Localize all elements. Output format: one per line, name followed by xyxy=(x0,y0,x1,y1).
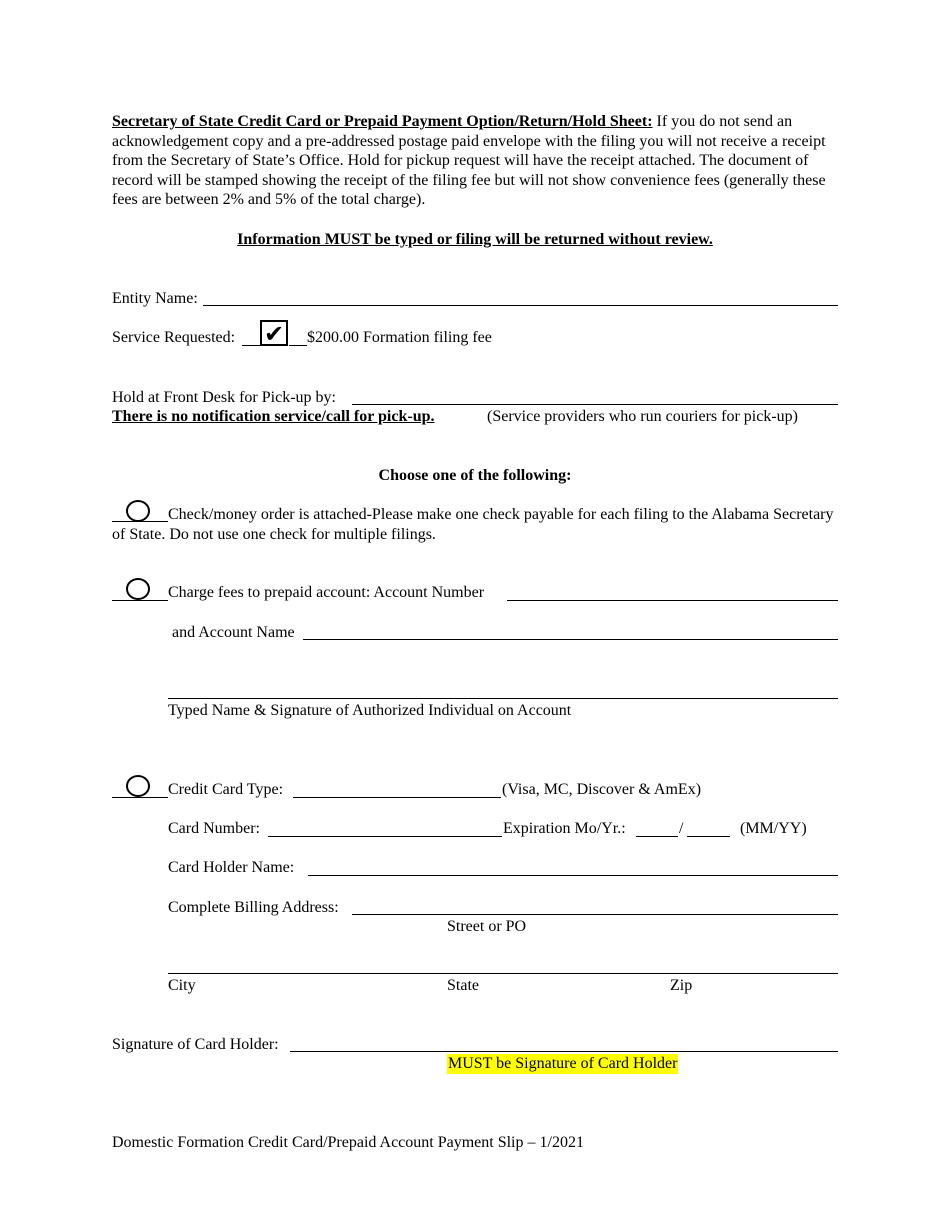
card-holder-name-label: Card Holder Name: xyxy=(168,859,295,876)
account-name-field[interactable] xyxy=(303,639,838,640)
billing-address-label: Complete Billing Address: xyxy=(168,899,339,916)
service-blank-right xyxy=(289,345,307,346)
card-type-note: (Visa, MC, Discover & AmEx) xyxy=(502,781,702,798)
account-number-label: Charge fees to prepaid account: Account Number xyxy=(168,584,485,601)
entity-name-label: Entity Name: xyxy=(112,290,198,307)
account-number-field[interactable] xyxy=(507,600,838,601)
zip-caption: Zip xyxy=(670,977,693,994)
expiration-month-field[interactable] xyxy=(636,836,678,837)
street-caption: Street or PO xyxy=(447,918,527,935)
check-option-text: Check/money order is attached-Please make one check payable for each filing to the Alabama Secretary of State. Do not use one check for multiple filings. xyxy=(112,506,834,543)
formation-fee-label: $200.00 Formation filing fee xyxy=(307,329,492,346)
expiration-separator: / xyxy=(679,820,684,837)
city-caption: City xyxy=(168,977,196,994)
hold-pickup-field[interactable] xyxy=(352,404,838,405)
state-caption: State xyxy=(447,977,479,994)
card-number-label: Card Number: xyxy=(168,820,260,837)
card-holder-name-field[interactable] xyxy=(308,875,838,876)
prepaid-option-blank xyxy=(112,600,168,601)
billing-city-state-zip-field[interactable] xyxy=(168,973,838,974)
signature-warning: MUST be Signature of Card Holder xyxy=(448,1055,678,1072)
footer-text: Domestic Formation Credit Card/Prepaid Account Payment Slip – 1/2021 xyxy=(112,1134,584,1151)
card-type-label: Credit Card Type: xyxy=(168,781,284,798)
card-number-field[interactable] xyxy=(268,836,502,837)
card-holder-signature-field[interactable] xyxy=(290,1051,838,1052)
card-type-field[interactable] xyxy=(293,797,501,798)
service-blank-left xyxy=(242,345,260,346)
form-title: Secretary of State Credit Card or Prepaid Payment Option/Return/Hold Sheet: xyxy=(112,113,653,130)
billing-street-field[interactable] xyxy=(352,914,838,915)
expiration-label: Expiration Mo/Yr.: xyxy=(503,820,626,837)
prepaid-option-radio[interactable] xyxy=(126,578,150,600)
choose-heading: Choose one of the following: xyxy=(378,467,572,484)
intro-text: If you do not send an acknowledgement copy and a pre-addressed postage paid envelope with the filing you will not receive a receipt from the Secretary of State’s Office. Hold for pickup request will have the receipt attached. The document of record will be stamped showing the receipt of the filing fee but will not show convenience fees (generally these fees are between 2% and 5% of the total charge). xyxy=(112,113,826,209)
service-requested-label: Service Requested: xyxy=(112,329,236,346)
entity-name-field[interactable] xyxy=(203,305,838,306)
intro-paragraph xyxy=(112,112,842,210)
typed-notice: Information MUST be typed or filing will be returned without review. xyxy=(237,231,713,248)
credit-option-blank xyxy=(112,797,168,798)
authorized-signature-field[interactable] xyxy=(168,698,838,699)
authorized-signature-caption: Typed Name & Signature of Authorized Individual on Account xyxy=(168,702,572,719)
hold-label: Hold at Front Desk for Pick-up by: xyxy=(112,389,336,406)
card-holder-signature-label: Signature of Card Holder: xyxy=(112,1036,279,1053)
expiration-year-field[interactable] xyxy=(687,836,730,837)
courier-note: (Service providers who run couriers for pick-up) xyxy=(487,408,799,425)
no-notification-text: There is no notification service/call for pick-up. xyxy=(112,408,435,425)
credit-option-radio[interactable] xyxy=(126,775,150,797)
expiration-format: (MM/YY) xyxy=(740,820,807,837)
account-name-label: and Account Name xyxy=(172,624,295,641)
formation-fee-checkbox[interactable]: ✔ xyxy=(260,320,288,346)
